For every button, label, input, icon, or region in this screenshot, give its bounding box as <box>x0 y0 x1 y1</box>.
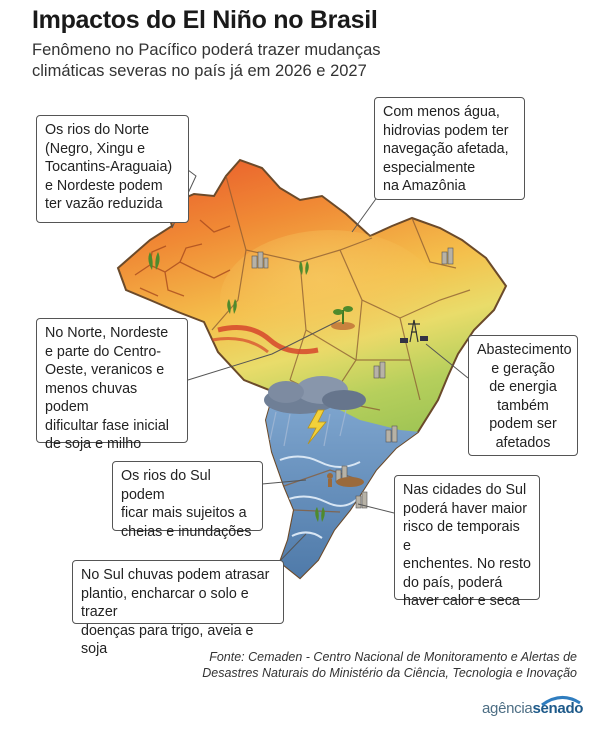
page-title: Impactos do El Niño no Brasil <box>32 6 378 34</box>
page-subtitle: Fenômeno no Pacífico poderá trazer mudanças climáticas severas no país já em 2026 e 2027 <box>32 41 381 80</box>
callout-waterways: Com menos água, hidrovias podem ter navegação afetada, especialmente na Amazônia <box>374 97 525 200</box>
callout-south-rivers: Os rios do Sul podem ficar mais sujeitos a cheias e inundações <box>112 461 263 531</box>
logo-arc-icon <box>540 694 582 706</box>
logo-senado: senado <box>532 700 584 717</box>
callout-dry-spells: No Norte, Nordeste e parte do Centro- Oeste, veranicos e menos chuvas podem dificultar fase inicial de soja e milho <box>36 318 188 443</box>
callout-south-crops: No Sul chuvas podem atrasar plantio, encharcar o solo e trazer doenças para trigo, aveia e soja <box>72 560 284 624</box>
logo-agencia: agência <box>482 700 533 717</box>
callout-south-cities: Nas cidades do Sul poderá haver maior risco de temporais e enchentes. No resto do país, poderá haver calor e seca <box>394 475 540 600</box>
source-note: Fonte: Cemaden - Centro Nacional de Monitoramento e Alertas de Desastres Naturais do Ministério da Ciência, Tecnologia e Inovação <box>202 650 577 680</box>
callout-energy: Abastecimento e geração de energia também podem ser afetados <box>468 335 578 456</box>
callout-north-rivers: Os rios do Norte (Negro, Xingu e Tocantins-Araguaia) e Nordeste podem ter vazão reduzida <box>36 115 189 223</box>
